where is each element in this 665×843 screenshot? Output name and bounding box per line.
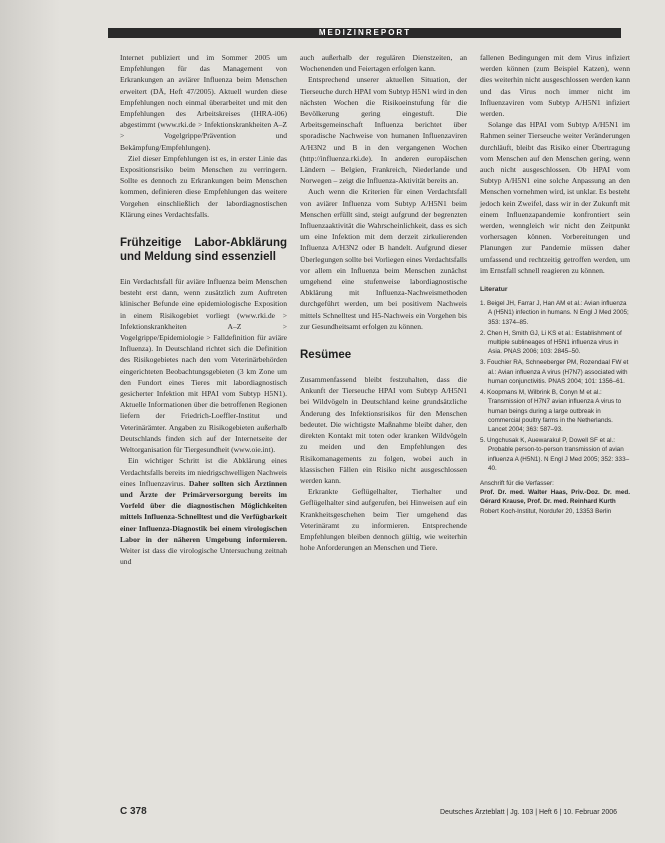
journal-citation: Deutsches Ärzteblatt | Jg. 103 | Heft 6 | 10. Februar 2006 <box>440 809 618 816</box>
reference-list <box>480 299 630 473</box>
text-run: Ein wichtiger Schritt ist die Abklärung eines Verdachtsfalls bereits im niedrigschwelligen Nachweis eines Influenzavirus. <box>120 456 287 488</box>
paragraph: Ein Verdachtsfall für aviäre Influenza beim Menschen besteht erst dann, wenn zusätzlich zum Auftreten klinischer Befunde eine epidemiologische Exposition in einem Risikogebiet vorliegt (www.rki.de > Infektionskrankheiten A–Z > Vogelgrippe/Epidemiologie > Falldefinition für aviäre Influenza). In Deutschland richtet sich die Definition des Risikogebietes nach den vom Veterinärbehörden eingerichteten Beobachtungsgebieten (3 km Zone um den Fundort eines Tieres mit labordiagnostisch gesicherter Infektion mit HPAI vom Subtyp H5N1). Aktuelle Informationen über die betroffenen Regionen liefern der Friedrich-Loeffler-Institut und Veterinärämter. Angaben zu Risikogebieten außerhalb Deutschlands finden sich auf der Internetseite der Weltorganisation für Tiergesundheit (www.oie.int). <box>120 277 287 455</box>
reference-item: 4. Koopmans M, Wilbrink B, Conyn M et al.: Transmission of H7N7 avian influenza A virus to human beings during a large outbreak in commercial poultry farms in the Netherlands. Lancet 2004; 363: 587–93. <box>480 389 622 433</box>
binding-shadow <box>0 0 60 843</box>
text-run: Weiter ist dass die virologische Untersuchung zeitnah und <box>120 545 287 567</box>
section-heading: Resümee <box>300 349 352 362</box>
paragraph: Erkrankte Geflügelhalter, Tierhalter und Geflügelhalter sind aufgerufen, bei Hinweisen auf ein Krankheitsgeschehen beim Tier umgehend das Veterinäramt zu informieren. Entsprechende Empfehlungen bleiben dennoch gültig, wie weiterhin hohe Anforderungen an Menschen und Tiere. <box>300 487 467 553</box>
address-lines: Robert Koch-Institut, Nordufer 20, 13353 Berlin <box>480 507 612 515</box>
paragraph: Internet publiziert und im Sommer 2005 um Empfehlungen für das Management von Erkrankungen an aviärer Influenza beim Menschen erweitert (DÄ, Heft 47/2005). Aktuell wurden diese Empfehlungen noch einmal überarbeitet und mit den Empfehlungen des Arbeitskreises (IHRA-i06) abgestimmt (www.rki.de > Infektionskrankheiten A–Z > Vogelgrippe/Prävention und Bekämpfung/Empfehlungen). <box>120 53 287 152</box>
column-1 <box>120 52 287 567</box>
reference-item: 3. Fouchier RA, Schneeberger PM, Rozendaal FW et al.: Avian influenza A virus (H7N7) associated with human conjunctivitis. PNAS 2004; 101: 1356–61. <box>480 359 629 385</box>
paragraph: Ziel dieser Empfehlungen ist es, in erster Linie das Expositionsrisiko beim Menschen zu verringern. Sollte es dennoch zu Erkrankungen beim Menschen kommen, definieren diese Empfehlungen das weitere Vorgehen einschließlich der labordiagnostischen Klärung eines Verdachtsfalls. <box>120 153 287 219</box>
section-header-label: MEDIZINREPORT <box>318 28 412 37</box>
column-3 <box>480 52 630 516</box>
section-heading: Frühzeitige Labor-Abklärung und Meldung sind essenziell <box>120 237 287 264</box>
reference-item: 2. Chen H, Smith GJ, Li KS et al.: Establishment of multiple sublineages of H5N1 influenza virus in Asia. PNAS 2006; 103: 2845–50. <box>480 329 622 356</box>
reference-item: 5. Ungchusak K, Auewarakul P, Dowell SF et al.: Probable person-to-person transmission of avian influenza A (H5N1). N Engl J Med 2005; 352: 333–40. <box>480 437 630 472</box>
paragraph <box>120 455 287 567</box>
paragraph: Solange das HPAI vom Subtyp A/H5N1 im Rahmen seiner Tierseuche weiter Veränderungen durchläuft, bleibt das Risiko einer Übertragung vom Menschen auf den Menschen gering, wenn auch nicht ausgeschlossen. Ob HPAI vom Subtyp A/H5N1 eine solche Anpassung an den Menschen vornehmen wird, ist unklar. Es besteht jedoch kein Zweifel, dass wir in der Zukunft mit einem Influenzapandemie konfrontiert sein werden, wenngleich wir nicht den Zeitpunkt vorhersagen können. Vorbereitungen und Planungen zur Pandemie müssen daher umfassend und rechtzeitig getroffen werden, um im Ernstfall schnell reagieren zu können. <box>480 120 630 275</box>
address-intro: Anschrift für die Verfasser: <box>480 479 554 487</box>
paragraph: Auch wenn die Kriterien für einen Verdachtsfall von aviärer Influenza vom Subtyp A/H5N1 beim Menschen erfüllt sind, steigt aufgrund der begrenzten Influenzaaktivität die Wahrscheinlichkeit, dass es sich um eine Infektion mit dem derzeit zirkulierenden Influenza A/H3N2 oder B handelt. Aufgrund dieser Überlegungen sollte bei Vorliegen eines Verdachtsfalls vor allem ein Influenza beim Menschen zunächst umgehend eine stufenweise labordiagnostische Abklärung mit Influenza-Nachweismethoden durchgeführt werden, um bei positivem Nachweis mittels Schnelltest und H5-Nachweis ein Vorgehen bis zur Gesundheitsamt erfolgen zu können. <box>300 187 467 331</box>
reference-item: 1. Beigel JH, Farrar J, Han AM et al.: Avian influenza A (H5N1) infection in humans. N Engl J Med 2005; 353: 1374–85. <box>480 300 629 326</box>
paragraph: Entsprechend unserer aktuellen Situation, der Tierseuche durch HPAI vom Subtyp H5N1 wird in den nächsten Wochen die Risikoeinstufung für die Bevölkerung gering eingestuft. Die Arbeitsgemeinschaft Influenza berichtet über sporadische Nachweise von humanen Influenzaviren A/H3N2 und B in den vergangenen Wochen (http://influenza.rki.de). In anderen europäischen Ländern – Belgien, Frankreich, Niederlande und Norwegen – zeigt die Influenza-Aktivität bereits an. <box>300 75 467 186</box>
column-2 <box>300 52 467 553</box>
paragraph: auch außerhalb der regulären Dienstzeiten, an Wochenenden und Feiertagen erfolgen kann. <box>300 53 467 74</box>
references-heading: Literatur <box>480 286 508 294</box>
bold-text-run: Daher sollten sich Ärztinnen und Ärzte der Primärversorgung bereits im Vorfeld über die diagnostischen Möglichkeiten mittels Influenza-Schnelltest und die Verfügbarkeit einer Influenza-Diagnostik bei einem virologischen Labor in der näheren Umgebung informieren. <box>120 478 287 544</box>
page-number: C 378 <box>120 806 147 817</box>
author-address <box>480 479 630 516</box>
paragraph: Zusammenfassend bleibt festzuhalten, dass die Ankunft der Tierseuche HPAI vom Subtyp A/H5N1 bei Wildvögeln in Deutschland keine grundsätzliche Änderung des Infektionsrisikos für den Menschen bedeutet. Die wichtigste Maßnahme bleibt daher, den direkten Kontakt mit toten oder kranken Wildvögeln zu meiden und den Empfehlungen des Risikomanagements zu folgen, wobei auch in klassischen Fällen ein Risiko nicht ausgeschlossen werden kann. <box>300 375 467 485</box>
author-names: Prof. Dr. med. Walter Haas, Priv.-Doz. Dr. med. Gérard Krause, Prof. Dr. med. Reinhard Kurth <box>480 489 630 506</box>
paragraph: fallenen Bedingungen mit dem Virus infiziert werden können (zum Beispiel Katzen), wenn dies weiterhin nicht ausgeschlossen werden kann und das Virus noch immer nicht im Influenzaviren vom Subtyp A/H5N1 infiziert werden. <box>480 53 630 119</box>
